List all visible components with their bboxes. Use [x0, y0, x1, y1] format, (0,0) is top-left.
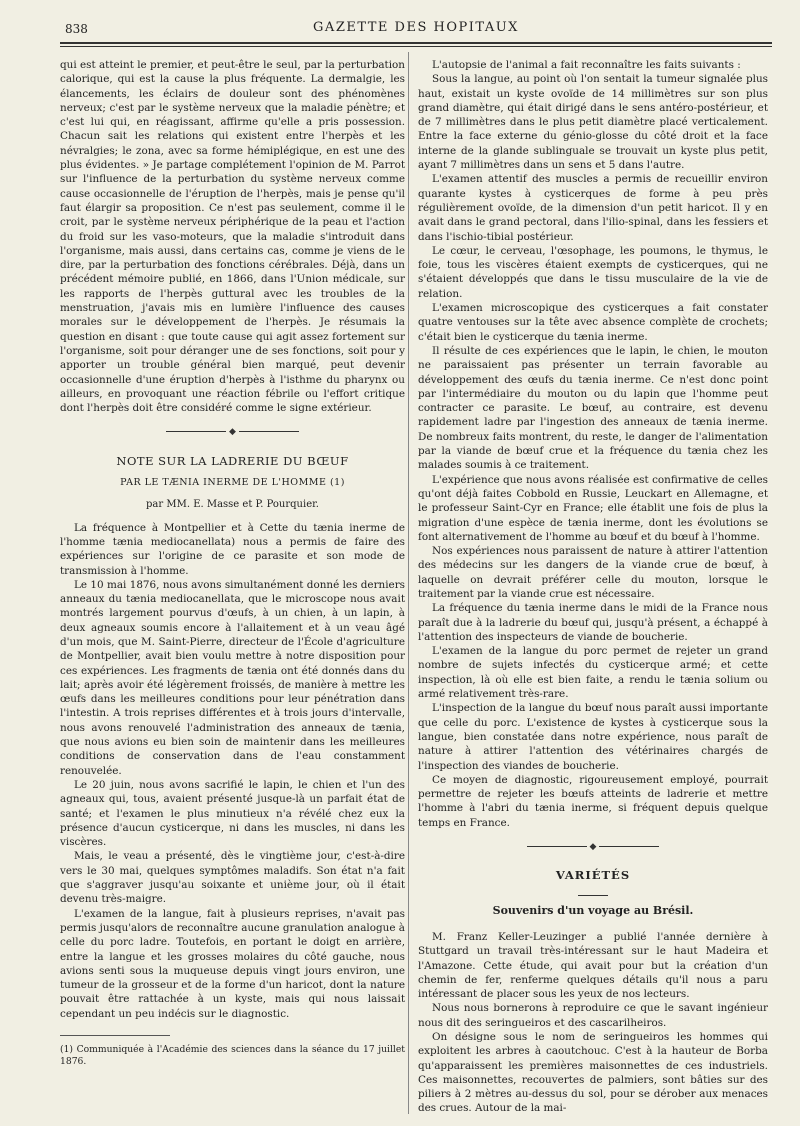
- footnote-rule: [60, 1035, 170, 1036]
- section-separator: ◆: [60, 425, 405, 439]
- paragraph: L'examen de la langue du porc permet de rejeter un grand nombre de sujets infectés du cysticerque armé; et cette inspection, là où elle est bien faite, a rendu le tænia solium ou armé relativement très-rare.: [418, 645, 768, 701]
- page-header: [60, 18, 772, 40]
- journal-title: GAZETTE DES HOPITAUX: [313, 20, 519, 35]
- paragraph: Ce moyen de diagnostic, rigoureusement employé, pourrait permettre de rejeter les bœufs atteints de ladrerie et mettre l'homme à l'abri du tænia inerme, si fréquent depuis quelque temps en France.: [418, 773, 768, 829]
- article-title: Souvenirs d'un voyage au Brésil.: [492, 903, 694, 917]
- paragraph: Nous nous bornerons à reproduire ce que le savant ingénieur nous dit des seringueiros et des cascarilheiros.: [418, 1002, 768, 1029]
- column-divider: [408, 52, 409, 1114]
- paragraph: On désigne sous le nom de seringueiros les hommes qui exploitent les arbres à caoutchouc. C'est à la hauteur de Borba qu'apparaissent les premières maisonnettes de ces industriels. Ces maisonnettes, recouvertes de palmiers, sont bâties sur des piliers à 2 mètres au-dessus du sol, pour se dérober aux menaces des crues. Autour de la mai-: [418, 1031, 768, 1115]
- paragraph: L'examen microscopique des cysticerques a fait constater quatre ventouses sur la tête avec absence complète de crochets; c'était bien le cysticerque du tænia inerme.: [418, 302, 768, 343]
- paragraph: Nos expériences nous paraissent de nature à attirer l'attention des médecins sur les dangers de la viande crue de bœuf, à laquelle on devrait préférer celle du mouton, lorsque le traitement par la viande crue est nécessaire.: [418, 545, 768, 600]
- paragraph: Il résulte de ces expériences que le lapin, le chien, le mouton ne paraissaient pas présenter un terrain favorable au développement des œufs du tænia inerme. Ce n'est donc point par l'intermédiaire du mouton ou du lapin que l'homme peut contracter ce parasite. Le bœuf, au contraire, est devenu rapidement ladre par l'ingestion des anneaux de tænia inerme. De nombreux faits montrent, du reste, le danger de l'alimentation par la viande de bœuf crue et la fréquence du tænia chez les malades soumis à ce traitement.: [418, 344, 768, 472]
- left-column: [60, 58, 405, 1068]
- article-authors: par MM. E. Masse et P. Pourquier.: [146, 499, 319, 511]
- paragraph: La fréquence du tænia inerme dans le midi de la France nous paraît due à la ladrerie du bœuf qui, jusqu'à présent, a échappé à l'attention des inspecteurs de viande de boucherie.: [418, 602, 768, 643]
- header-rule-thick: [60, 42, 772, 44]
- paragraph: La fréquence à Montpellier et à Cette du tænia inerme de l'homme tænia mediocanellata) nous a permis de faire des expériences sur l'origine de ce parasite et son mode de transmission à l'homme.: [60, 521, 405, 577]
- paragraph: qui est atteint le premier, et peut-être le seul, par la perturbation calorique, qui est la cause la plus fréquente. La dermalgie, les élancements, les éclairs de douleur sont des phénomènes nerveux; c'est par le système nerveux que la maladie pénètre; et c'est lui qui, en réagissant, affirme qu'elle a pris possession. Chacun sait les relations qui existent entre l'herpès et les névralgies; le zona, avec sa forme hémiplégique, en est une des plus évidentes. » Je partage complétement l'opinion de M. Parrot sur l'influence de la perturbation du système nerveux comme cause occasionnelle de l'éruption de l'herpès, mais je pense qu'il faut élargir sa proposition. Ce n'est pas seulement, comme il le croit, par le système nerveux périphérique de la peau et l'action du froid sur les vaso-moteurs, que la maladie s'introduit dans l'organisme, mais aussi, dans certains cas, comme je viens de le dire, par la perturbation des fonctions cérébrales. Déjà, dans un précédent mémoire publié, en 1866, dans l'Union médicale, sur les rapports de l'herpès guttural avec les troubles de la menstruation, j'avais mis en lumière l'influence des causes morales sur le développement de l'herpès. Je résumais la question en disant : que toute cause qui agit assez fortement sur l'organisme, soit pour déranger une de ses fonctions, soit pour y apporter un trouble général bien marqué, peut devenir occasionnelle d'une éruption d'herpès à l'isthme du pharynx ou ailleurs, en provoquant une réaction fébrile ou l'effort critique dont l'herpès doit être considéré comme le signe extérieur.: [60, 59, 405, 415]
- paragraph: L'inspection de la langue du bœuf nous paraît aussi importante que celle du porc. L'existence de kystes à cysticerque sous la langue, bien constatée dans notre expérience, nous paraît de nature à attirer l'attention des vétérinaires chargés de l'inspection des viandes de boucherie.: [418, 702, 768, 772]
- section-title: VARIÉTÉS: [555, 868, 631, 883]
- paragraph: Mais, le veau a présenté, dès le vingtième jour, c'est-à-dire vers le 30 mai, quelques symptômes maladifs. Son état n'a fait que s'aggraver jusqu'au soixante et unième jour, où il était devenu très-maigre.: [60, 850, 405, 906]
- article-title: NOTE SUR LA LADRERIE DU BŒUF: [116, 453, 349, 468]
- paragraph: L'examen attentif des muscles a permis de recueillir environ quarante kystes à cysticerques de forme à peu près régulièrement ovoïde, de la dimension d'un petit haricot. Il y en avait dans le grand pectoral, dans l'ilio-spinal, dans les fessiers et dans l'ischio-tibial postérieur.: [418, 173, 768, 243]
- paragraph: M. Franz Keller-Leuzinger a publié l'année dernière à Stuttgard un travail très-intéressant sur le haut Madeira et l'Amazone. Cette étude, qui avait pour but la création d'un chemin de fer, renferme quelques détails qu'il nous a paru intéressant de placer sous les yeux de nos lecteurs.: [418, 930, 768, 1001]
- right-column: [418, 58, 768, 1116]
- header-rule-thin: [60, 46, 772, 47]
- footnote: (1) Communiquée à l'Académie des sciences dans la séance du 17 juillet 1876.: [60, 1044, 405, 1067]
- paragraph: Le cœur, le cerveau, l'œsophage, les poumons, le thymus, le foie, tous les viscères étaient exempts de cysticerques, qui ne s'étaient développés que dans le tissu musculaire de la vie de relation.: [418, 244, 768, 300]
- section-separator: ◆: [418, 840, 768, 854]
- article-subtitle: PAR LE TÆNIA INERME DE L'HOMME (1): [120, 477, 345, 489]
- paragraph: L'autopsie de l'animal a fait reconnaître les faits suivants :: [432, 59, 741, 71]
- page-number: 838: [65, 22, 88, 36]
- paragraph: Le 10 mai 1876, nous avons simultanément donné les derniers anneaux du tænia mediocanellata, que le microscope nous avait montrés largement pourvus d'œufs, à un chien, à un lapin, à deux agneaux soumis encore à l'allaitement et à un veau âgé d'un mois, que M. Saint-Pierre, directeur de l'École d'agriculture de Montpellier, avait bien voulu mettre à notre disposition pour ces expériences. Les fragments de tænia ont été donnés dans du lait; après avoir été légèrement froissés, de manière à mettre les œufs dans les meilleures conditions pour leur pénétration dans l'intestin. A trois reprises différentes et à trois jours d'intervalle, nous avons renouvelé l'administration des anneaux de tænia, que nous avions eu bien soin de maintenir dans les meilleures conditions de conservation dans de l'eau constamment renouvelée.: [60, 578, 405, 777]
- paragraph: Sous la langue, au point où l'on sentait la tumeur signalée plus haut, existait un kyste ovoïde de 14 millimètres sur son plus grand diamètre, qui était dirigé dans le sens antéro-postérieur, et de 7 millimètres dans le plus petit diamètre placé verticalement. Entre la face externe du génio-glosse du côté droit et la face interne de la glande sublinguale se trouvait un kyste plus petit, ayant 7 millimètres dans un sens et 5 dans l'autre.: [418, 73, 768, 172]
- short-rule: [578, 895, 608, 896]
- paragraph: L'examen de la langue, fait à plusieurs reprises, n'avait pas permis jusqu'alors de reconnaître aucune granulation analogue à celle du porc ladre. Toutefois, en portant le doigt en arrière, entre la langue et les grosses molaires du côté gauche, nous avions senti sous la muqueuse depuis vingt jours environ, une tumeur de la grosseur et de la forme d'un haricot, dont la nature pouvait être rattachée à un kyste, mais qui nous laissait cependant un peu indécis sur le diagnostic.: [60, 907, 405, 1020]
- paragraph: Le 20 juin, nous avons sacrifié le lapin, le chien et l'un des agneaux qui, tous, avaient présenté jusque-là un parfait état de santé; et l'examen le plus minutieux n'a révélé chez eux la présence d'aucun cysticerque, ni dans les muscles, ni dans les viscères.: [60, 778, 405, 849]
- paragraph: L'expérience que nous avons réalisée est confirmative de celles qu'ont déjà faites Cobbold en Russie, Leuckart en Allemagne, et le professeur Saint-Cyr en France; elle établit une fois de plus la migration d'une espèce de tænia inerme, dont les évolutions se font alternativement de l'homme au bœuf et du bœuf à l'homme.: [418, 473, 768, 543]
